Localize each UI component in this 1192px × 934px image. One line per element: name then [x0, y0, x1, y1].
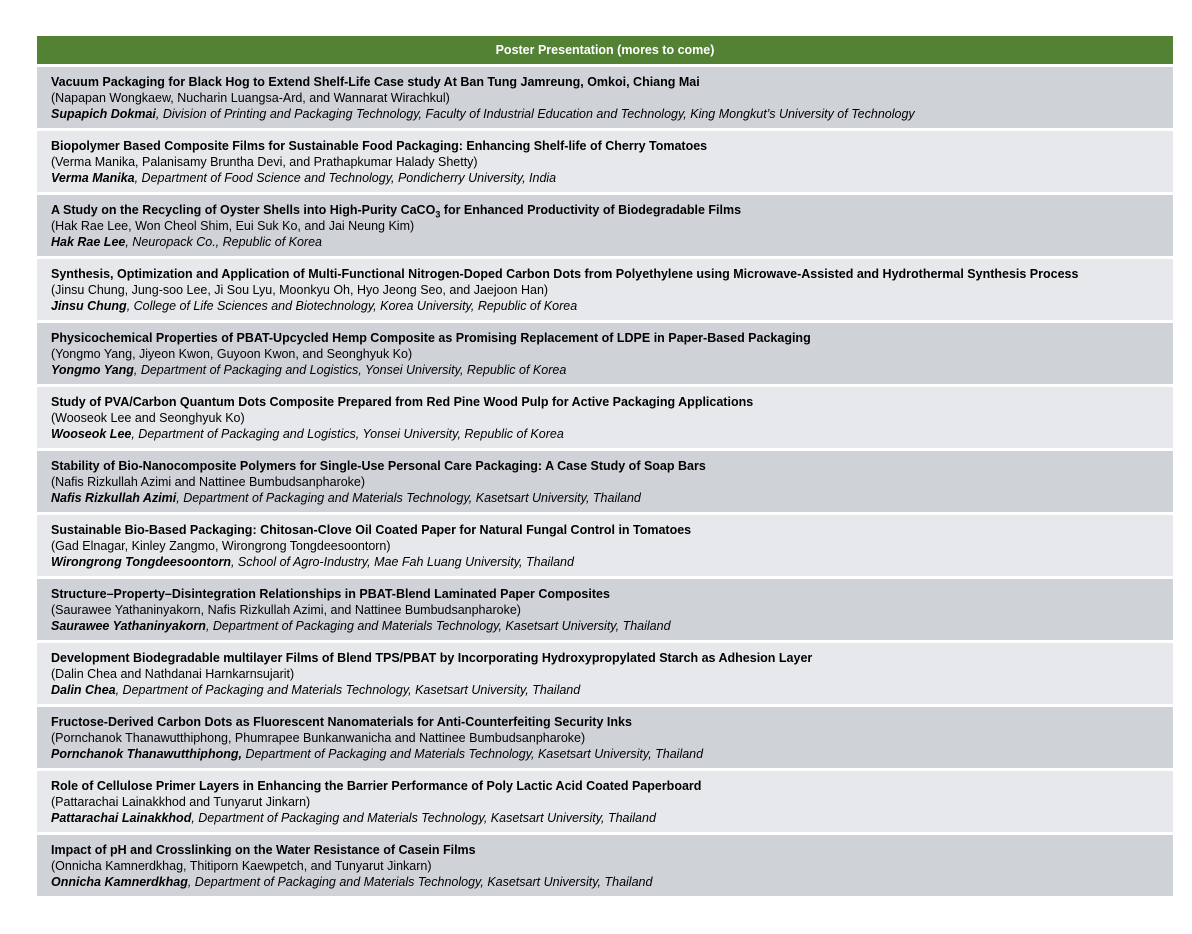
affiliation-text: , Department of Packaging and Materials Technology, Kasetsart University, Thailand — [191, 811, 656, 825]
affiliation-text: , School of Agro-Industry, Mae Fah Luang University, Thailand — [230, 555, 574, 569]
paper-authors: (Jinsu Chung, Jung-soo Lee, Ji Sou Lyu, Moonkyu Oh, Hyo Jeong Seo, and Jaejoon Han) — [51, 283, 549, 297]
presenter-affiliation — [51, 490, 1173, 506]
paper-title: Impact of pH and Crosslinking on the Water Resistance of Casein Films — [51, 843, 476, 857]
presenter-name: Wirongrong Tongdeesoontorn — [51, 555, 231, 569]
table-row — [37, 515, 1173, 576]
paper-authors: (Gad Elnagar, Kinley Zangmo, Wirongrong Tongdeesoontorn) — [51, 539, 391, 553]
presenter-affiliation — [51, 170, 1173, 186]
presenter-name: Supapich Dokmai — [51, 107, 156, 121]
table-row — [37, 131, 1173, 192]
paper-title: Synthesis, Optimization and Application of Multi-Functional Nitrogen-Doped Carbon Dots from Polyethylene using Microwave-Assisted and Hydrothermal Synthesis Process — [51, 267, 1079, 281]
presenter-affiliation — [51, 362, 1173, 378]
presenter-name: Saurawee Yathaninyakorn — [51, 619, 206, 633]
header-title: Poster Presentation (mores to come) — [495, 43, 715, 57]
affiliation-text: , Department of Packaging and Materials Technology, Kasetsart University, Thailand — [187, 875, 653, 889]
presenter-affiliation — [51, 746, 1173, 762]
paper-authors: (Verma Manika, Palanisamy Bruntha Devi, and Prathapkumar Halady Shetty) — [51, 155, 478, 169]
presenter-name: Pornchanok Thanawutthiphong, — [51, 747, 242, 761]
paper-authors: (Dalin Chea and Nathdanai Harnkarnsujarit) — [51, 667, 295, 681]
table-row — [37, 771, 1173, 832]
presenter-name: Verma Manika — [51, 171, 135, 185]
affiliation-text: , Neuropack Co., Republic of Korea — [125, 235, 322, 249]
affiliation-text: , College of Life Sciences and Biotechnology, Korea University, Republic of Korea — [126, 299, 578, 313]
paper-title: Sustainable Bio-Based Packaging: Chitosan-Clove Oil Coated Paper for Natural Fungal Control in Tomatoes — [51, 523, 692, 537]
table-row — [37, 643, 1173, 704]
paper-title: Structure–Property–Disintegration Relationships in PBAT-Blend Laminated Paper Composites — [51, 587, 610, 601]
affiliation-text: , Department of Packaging and Materials Technology, Kasetsart University, Thailand — [115, 683, 581, 697]
affiliation-text: , Department of Packaging and Materials Technology, Kasetsart University, Thailand — [205, 619, 671, 633]
presenter-name: Hak Rae Lee — [51, 235, 126, 249]
presenter-name: Yongmo Yang — [51, 363, 134, 377]
paper-authors: (Onnicha Kamnerdkhag, Thitiporn Kaewpetch, and Tunyarut Jinkarn) — [51, 859, 432, 873]
paper-title: Stability of Bio-Nanocomposite Polymers for Single-Use Personal Care Packaging: A Case Study of Soap Bars — [51, 459, 706, 473]
table-row — [37, 387, 1173, 448]
presenter-affiliation — [51, 554, 1173, 570]
presenter-name: Pattarachai Lainakkhod — [51, 811, 192, 825]
presenter-affiliation — [51, 298, 1173, 314]
paper-authors: (Napapan Wongkaew, Nucharin Luangsa-Ard, and Wannarat Wirachkul) — [51, 91, 450, 105]
paper-authors: (Pornchanok Thanawutthiphong, Phumrapee Bunkanwanicha and Nattinee Bumbudsanpharoke) — [51, 731, 586, 745]
paper-authors: (Pattarachai Lainakkhod and Tunyarut Jinkarn) — [51, 795, 311, 809]
table-header — [37, 36, 1173, 64]
presenter-name: Jinsu Chung — [51, 299, 127, 313]
presenter-name: Onnicha Kamnerdkhag — [51, 875, 188, 889]
table-row — [37, 67, 1173, 128]
affiliation-text: , Department of Packaging and Materials Technology, Kasetsart University, Thailand — [176, 491, 641, 505]
presenter-affiliation — [51, 618, 1173, 634]
affiliation-text: Department of Packaging and Materials Technology, Kasetsart University, Thailand — [241, 747, 704, 761]
paper-title: Physicochemical Properties of PBAT-Upcycled Hemp Composite as Promising Replacement of LDPE in Paper-Based Packaging — [51, 331, 811, 345]
paper-authors: (Yongmo Yang, Jiyeon Kwon, Guyoon Kwon, and Seonghyuk Ko) — [51, 347, 413, 361]
subscript-3: 3 — [435, 209, 441, 220]
affiliation-text: , Department of Food Science and Technology, Pondicherry University, India — [134, 171, 557, 185]
presenter-affiliation — [51, 810, 1173, 826]
paper-title-part: for Enhanced Productivity of Biodegradable Films — [440, 203, 742, 217]
presenter-affiliation — [51, 874, 1173, 890]
paper-authors: (Wooseok Lee and Seonghyuk Ko) — [51, 411, 245, 425]
affiliation-text: , Department of Packaging and Logistics, Yonsei University, Republic of Korea — [131, 427, 564, 441]
presenter-name: Nafis Rizkullah Azimi — [51, 491, 177, 505]
presenter-name: Dalin Chea — [51, 683, 116, 697]
paper-authors: (Nafis Rizkullah Azimi and Nattinee Bumbudsanpharoke) — [51, 475, 366, 489]
paper-authors: (Saurawee Yathaninyakorn, Nafis Rizkullah Azimi, and Nattinee Bumbudsanpharoke) — [51, 603, 521, 617]
presenter-affiliation — [51, 426, 1173, 442]
paper-title: Study of PVA/Carbon Quantum Dots Composite Prepared from Red Pine Wood Pulp for Active Packaging Applications — [51, 395, 754, 409]
poster-presentation-table — [37, 36, 1173, 899]
presenter-affiliation — [51, 106, 1173, 122]
table-row — [37, 323, 1173, 384]
paper-title-part: A Study on the Recycling of Oyster Shells into High-Purity CaCO — [51, 203, 436, 217]
paper-title — [51, 202, 1173, 218]
presenter-name: Wooseok Lee — [51, 427, 132, 441]
affiliation-text: , Division of Printing and Packaging Technology, Faculty of Industrial Education and Technology, King Mongkut’s University of Technology — [155, 107, 915, 121]
paper-title: Vacuum Packaging for Black Hog to Extend Shelf-Life Case study At Ban Tung Jamreung, Omkoi, Chiang Mai — [51, 75, 700, 89]
table-row — [37, 579, 1173, 640]
paper-authors: (Hak Rae Lee, Won Cheol Shim, Eui Suk Ko, and Jai Neung Kim) — [51, 219, 415, 233]
table-row — [37, 195, 1173, 256]
paper-title: Fructose-Derived Carbon Dots as Fluorescent Nanomaterials for Anti-Counterfeiting Security Inks — [51, 715, 632, 729]
table-row — [37, 835, 1173, 896]
table-row — [37, 451, 1173, 512]
table-row — [37, 259, 1173, 320]
paper-title: Biopolymer Based Composite Films for Sustainable Food Packaging: Enhancing Shelf-life of Cherry Tomatoes — [51, 139, 708, 153]
table-row — [37, 707, 1173, 768]
presenter-affiliation — [51, 682, 1173, 698]
affiliation-text: , Department of Packaging and Logistics, Yonsei University, Republic of Korea — [133, 363, 567, 377]
presenter-affiliation — [51, 234, 1173, 250]
paper-title: Role of Cellulose Primer Layers in Enhancing the Barrier Performance of Poly Lactic Acid Coated Paperboard — [51, 779, 702, 793]
paper-title: Development Biodegradable multilayer Films of Blend TPS/PBAT by Incorporating Hydroxypropylated Starch as Adhesion Layer — [51, 651, 813, 665]
